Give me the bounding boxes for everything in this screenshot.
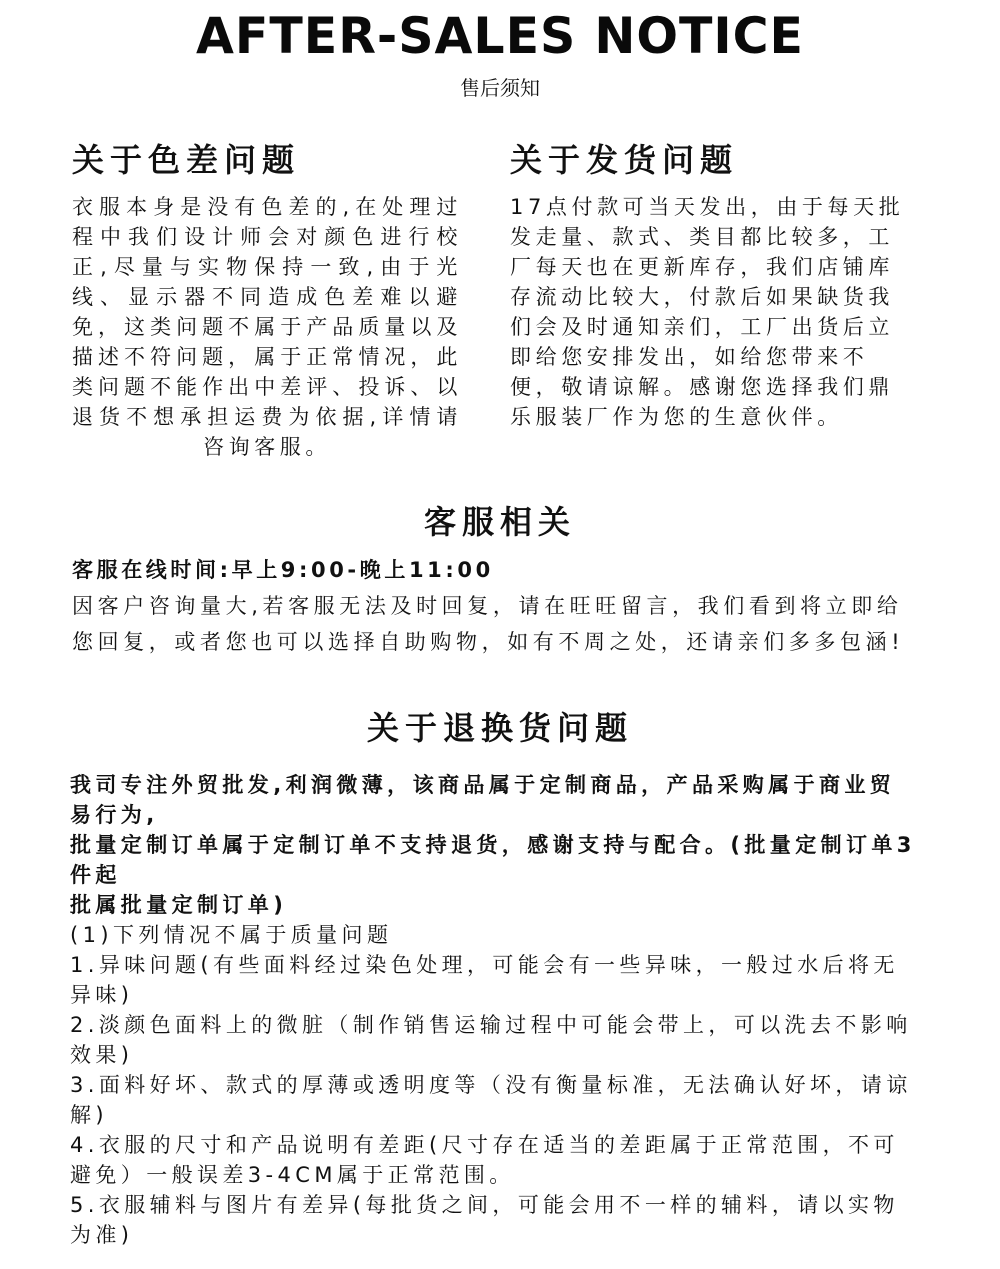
customer-service-heading: 客服相关: [423, 503, 576, 541]
returns-exclusion-list: [70, 950, 920, 1250]
returns-policy-line: 批量定制订单属于定制订单不支持退货，感谢支持与配合。(批量定制订单3件起 批属批量定制订单): [70, 833, 916, 917]
shipping-section: [510, 138, 910, 432]
color-difference-heading: 关于色差问题: [72, 141, 301, 179]
page-subtitle: 售后须知: [460, 76, 540, 100]
list-item: 4.衣服的尺寸和产品说明有差距(尺寸存在适当的差距属于正常范围，不可避免）一般误差3-4CM属于正常范围。: [70, 1133, 899, 1187]
list-item: 1.异味问题(有些面料经过染色处理，可能会有一些异味，一般过水后将无异味): [70, 953, 899, 1007]
shipping-text: 17点付款可当天发出，由于每天批发走量、款式、类目都比较多，工厂每天也在更新库存，我们店铺库存流动比较大，付款后如果缺货我们会及时通知亲们，工厂出货后立即给您安排发出，如给您带来不便，敬请谅解。感谢您选择我们鼎乐服装厂作为您的生意伙伴。: [510, 195, 905, 429]
customer-service-section: [72, 554, 922, 660]
list-item: 5.衣服辅料与图片有差异(每批货之间，可能会用不一样的辅料，请以实物为准): [70, 1193, 899, 1247]
returns-section: [70, 770, 920, 1250]
list-item: 3.面料好坏、款式的厚薄或透明度等（没有衡量标准，无法确认好坏，请谅解): [70, 1073, 912, 1127]
returns-intro: (1)下列情况不属于质量问题: [70, 923, 393, 947]
list-item: 2.淡颜色面料上的微脏（制作销售运输过程中可能会带上，可以洗去不影响效果): [70, 1013, 912, 1067]
shipping-heading: 关于发货问题: [510, 141, 739, 179]
page-title: AFTER-SALES NOTICE: [195, 7, 804, 65]
returns-heading: 关于退换货问题: [366, 709, 633, 747]
color-difference-section: [72, 138, 462, 462]
color-difference-text: 衣服本身是没有色差的,在处理过程中我们设计师会对颜色进行校正,尽量与实物保持一致,由于光线、显示器不同造成色差难以避免，这类问题不属于产品质量以及描述不符问题，属于正常情况，此类问题不能作出中差评、投诉、以退货不想承担运费为依据,详情请咨询客服。: [72, 195, 462, 459]
returns-policy-line: 我司专注外贸批发,利润微薄，该商品属于定制商品，产品采购属于商业贸易行为,: [70, 773, 896, 827]
customer-service-hours: 客服在线时间:早上9:00-晚上11:00: [72, 558, 494, 582]
customer-service-text: 因客户咨询量大,若客服无法及时回复，请在旺旺留言，我们看到将立即给您回复，或者您也可以选择自助购物，如有不周之处，还请亲们多多包涵!: [72, 594, 905, 654]
